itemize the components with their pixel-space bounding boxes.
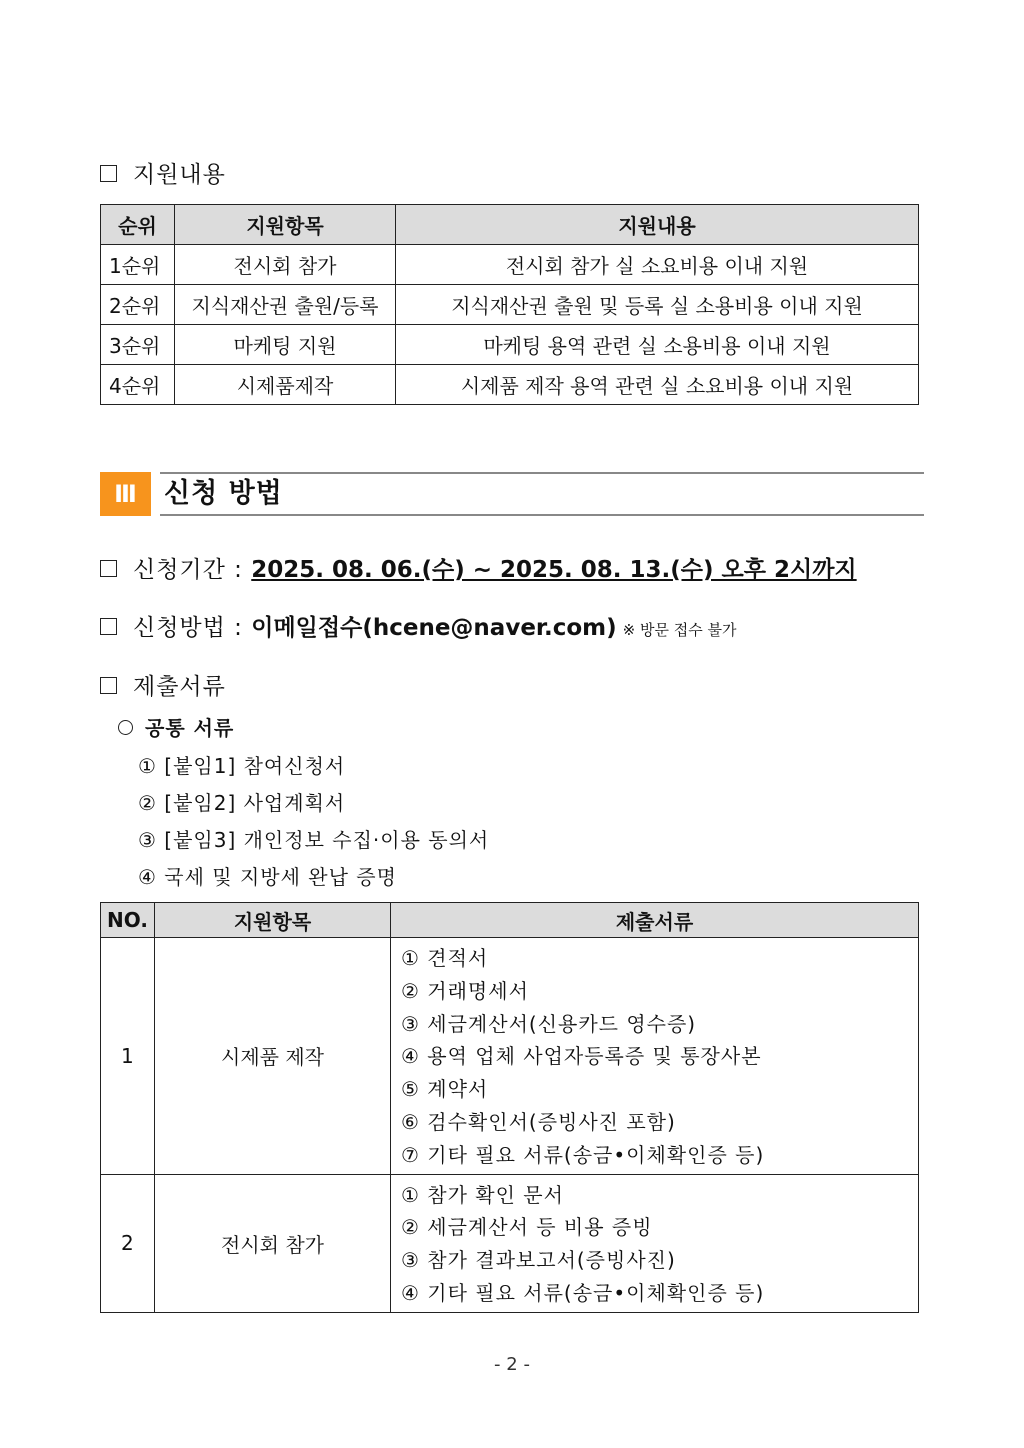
documents-table xyxy=(100,902,919,1313)
item-cell: 시제품제작 xyxy=(175,365,396,405)
doc-line: ⑤ 계약서 xyxy=(401,1077,489,1102)
doc-line: ② 거래명세서 xyxy=(401,978,529,1003)
rank-cell: 2순위 xyxy=(101,285,175,325)
doc-line: ⑥ 검수확인서(증빙사진 포함) xyxy=(401,1109,676,1134)
table-row xyxy=(101,285,919,325)
circle-bullet-icon xyxy=(118,720,133,735)
doc-line: ② 세금계산서 등 비용 증빙 xyxy=(401,1215,653,1240)
header-rank: 순위 xyxy=(101,205,175,245)
application-period xyxy=(100,551,857,584)
header-item: 지원항목 xyxy=(155,903,391,938)
section-number: Ⅲ xyxy=(100,472,151,516)
doc-line: ③ 참가 결과보고서(증빙사진) xyxy=(401,1248,676,1273)
common-documents-text: 공통 서류 xyxy=(145,716,235,740)
application-method xyxy=(100,609,736,642)
documents-heading-text: 제출서류 xyxy=(133,674,226,700)
content-cell: 지식재산권 출원 및 등록 실 소용비용 이내 지원 xyxy=(396,285,919,325)
checkbox-square-icon xyxy=(100,618,117,635)
support-table-header xyxy=(101,205,919,245)
support-content-heading xyxy=(100,156,226,189)
doc-line: ④ 용역 업체 사업자등록증 및 통장사본 xyxy=(401,1044,762,1069)
content-cell: 마케팅 용역 관련 실 소용비용 이내 지원 xyxy=(396,325,919,365)
section-header xyxy=(100,472,924,516)
documents-table-header xyxy=(101,903,919,938)
item-cell: 마케팅 지원 xyxy=(175,325,396,365)
checkbox-square-icon xyxy=(100,165,117,182)
item-cell: 전시회 참가 xyxy=(175,245,396,285)
table-row xyxy=(101,1174,919,1312)
method-value: 이메일접수(hcene@naver.com) xyxy=(251,615,617,641)
common-documents-heading xyxy=(118,712,234,741)
docs-cell xyxy=(391,1174,919,1312)
doc-line: ③ 세금계산서(신용카드 영수증) xyxy=(401,1011,697,1036)
docs-cell xyxy=(391,938,919,1175)
header-content: 지원내용 xyxy=(396,205,919,245)
list-item: ④ 국세 및 지방세 완납 증명 xyxy=(138,865,397,889)
doc-line: ① 견적서 xyxy=(401,946,489,970)
checkbox-square-icon xyxy=(100,677,117,694)
no-cell: 2 xyxy=(101,1174,155,1312)
section-bottom-rule xyxy=(160,514,924,516)
rank-cell: 4순위 xyxy=(101,365,175,405)
header-no: NO. xyxy=(101,903,155,938)
table-row xyxy=(101,938,919,1175)
rank-cell: 3순위 xyxy=(101,325,175,365)
checkbox-square-icon xyxy=(100,560,117,577)
table-row xyxy=(101,325,919,365)
header-docs: 제출서류 xyxy=(391,903,919,938)
method-label: 신청방법 : xyxy=(133,615,243,641)
period-value: 2025. 08. 06.(수) ~ 2025. 08. 13.(수) 오후 2시까지 xyxy=(251,557,857,583)
rank-cell: 1순위 xyxy=(101,245,175,285)
list-item: ① [붙임1] 참여신청서 xyxy=(138,754,346,778)
header-item: 지원항목 xyxy=(175,205,396,245)
section-title: 신청 방법 xyxy=(164,478,283,509)
item-cell: 시제품 제작 xyxy=(155,938,391,1175)
no-cell: 1 xyxy=(101,938,155,1175)
doc-line: ⑦ 기타 필요 서류(송금•이체확인증 등) xyxy=(401,1142,765,1167)
support-table xyxy=(100,204,919,405)
support-content-heading-text: 지원내용 xyxy=(133,162,226,188)
content-cell: 전시회 참가 실 소요비용 이내 지원 xyxy=(396,245,919,285)
page-number: - 2 - xyxy=(494,1354,530,1375)
period-label: 신청기간 : xyxy=(133,557,243,583)
content-cell: 시제품 제작 용역 관련 실 소요비용 이내 지원 xyxy=(396,365,919,405)
list-item: ③ [붙임3] 개인정보 수집·이용 동의서 xyxy=(138,828,490,852)
doc-line: ④ 기타 필요 서류(송금•이체확인증 등) xyxy=(401,1280,765,1305)
list-item: ② [붙임2] 사업계획서 xyxy=(138,791,346,815)
item-cell: 지식재산권 출원/등록 xyxy=(175,285,396,325)
documents-heading xyxy=(100,668,226,701)
item-cell: 전시회 참가 xyxy=(155,1174,391,1312)
method-note: ※ 방문 접수 불가 xyxy=(622,621,737,639)
table-row xyxy=(101,245,919,285)
doc-line: ① 참가 확인 문서 xyxy=(401,1182,564,1207)
table-row xyxy=(101,365,919,405)
